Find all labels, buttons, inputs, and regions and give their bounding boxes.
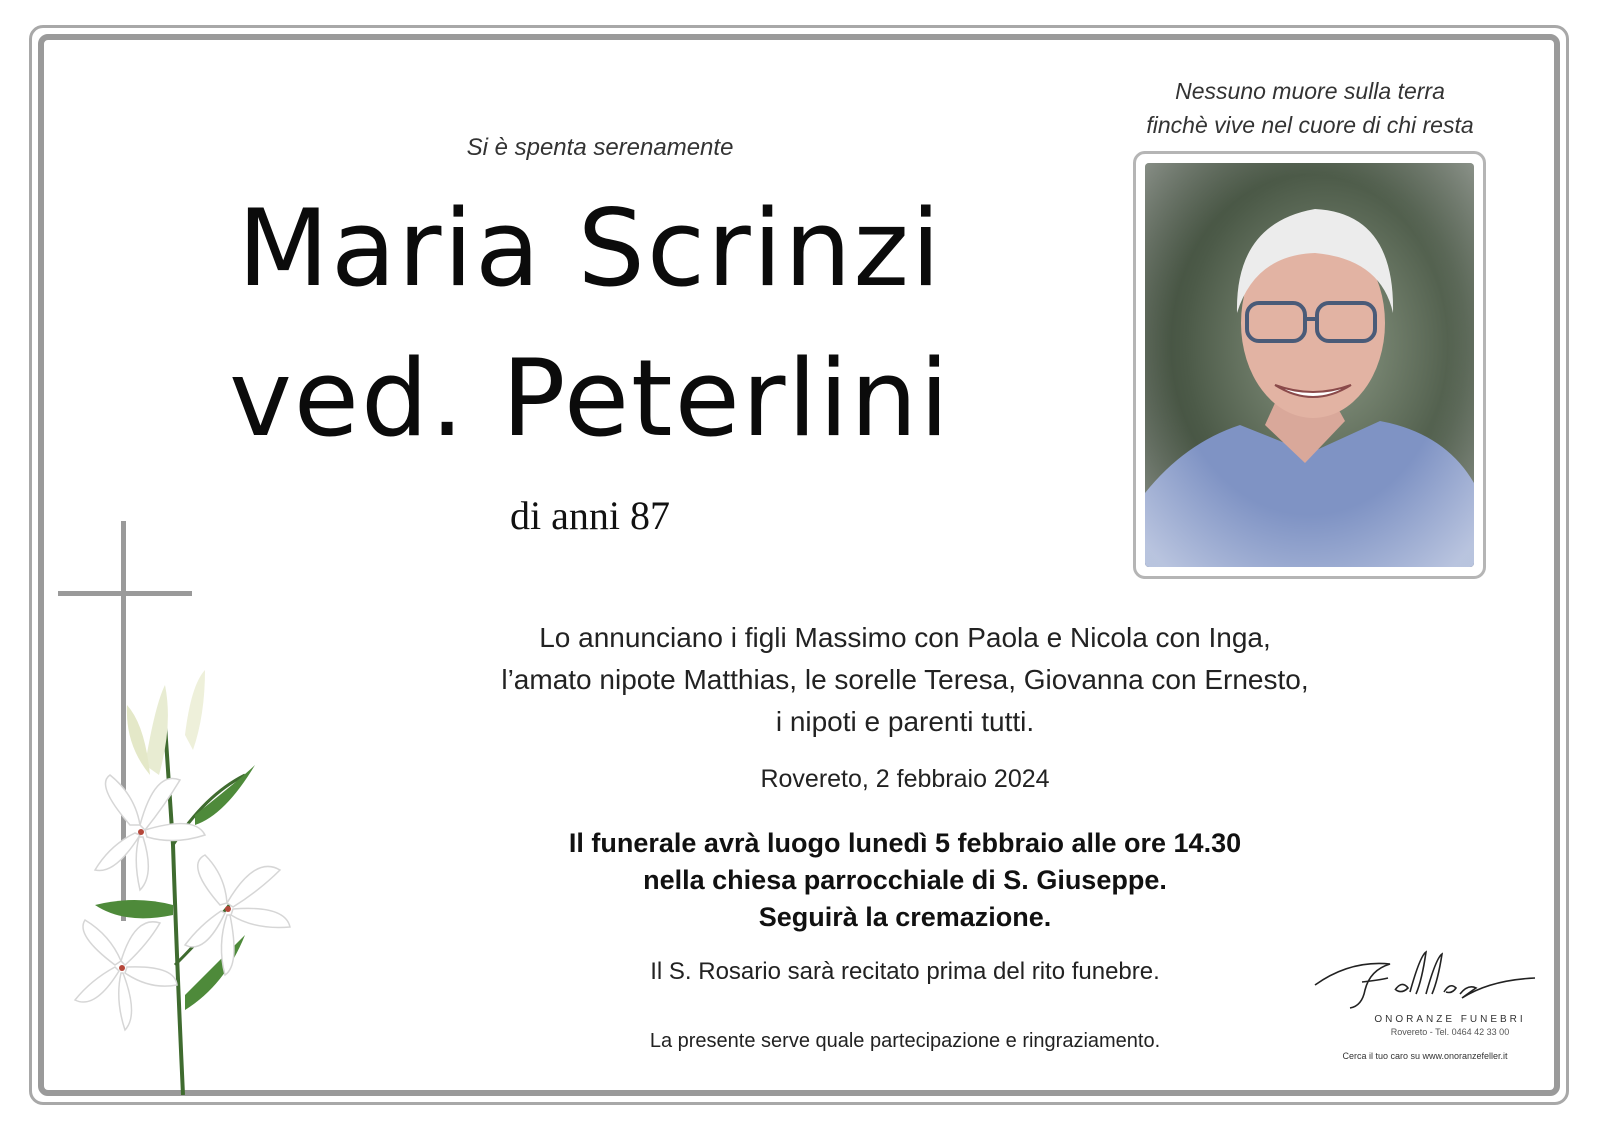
funeral-line-3: Seguirà la cremazione. (758, 902, 1052, 932)
announcement (440, 617, 1370, 743)
thanks-note: La presente serve quale partecipazione e ringraziamento. (649, 1030, 1161, 1052)
announcement-line-3: i nipoti e parenti tutti. (775, 706, 1035, 737)
rosary-note: Il S. Rosario sarà recitato prima del rito funebre. (650, 958, 1160, 985)
quote-line-2: finchè vive nel cuore di chi resta (1146, 112, 1474, 138)
deceased-married-name: ved. Peterlini (229, 337, 951, 460)
funeral-line-2: nella chiesa parrocchiale di S. Giuseppe. (643, 865, 1167, 895)
announcement-line-2: l’amato nipote Matthias, le sorelle Teresa, Giovanna con Ernesto, (501, 664, 1309, 695)
funeral-home-contact: Rovereto - Tel. 0464 42 33 00 (1390, 1027, 1510, 1037)
funeral-home-subtitle: ONORANZE FUNEBRI (1374, 1014, 1526, 1025)
place-date: Rovereto, 2 febbraio 2024 (760, 765, 1050, 793)
announcement-line-1: Lo annunciano i figli Massimo con Paola e Nicola con Inga, (539, 622, 1271, 653)
funeral-home-website: Cerca il tuo caro su www.onoranzefeller.it (1342, 1051, 1508, 1061)
portrait-photo (1145, 163, 1474, 567)
funeral-line-1: Il funerale avrà luogo lunedì 5 febbraio alle ore 14.30 (568, 828, 1242, 858)
memorial-quote (1110, 74, 1510, 142)
funeral-details (440, 825, 1370, 936)
feller-signature-logo (1310, 950, 1540, 1010)
deceased-age: di anni 87 (510, 493, 670, 538)
lily-bouquet-icon (55, 665, 315, 1095)
deceased-name: Maria Scrinzi (237, 187, 943, 310)
quote-line-1: Nessuno muore sulla terra (1175, 78, 1445, 104)
cross-icon-bar (58, 591, 192, 596)
funeral-home-logo (1310, 950, 1540, 1070)
intro-text: Si è spenta serenamente (466, 134, 734, 161)
portrait-frame (1133, 151, 1486, 579)
portrait-illustration (1145, 163, 1474, 567)
